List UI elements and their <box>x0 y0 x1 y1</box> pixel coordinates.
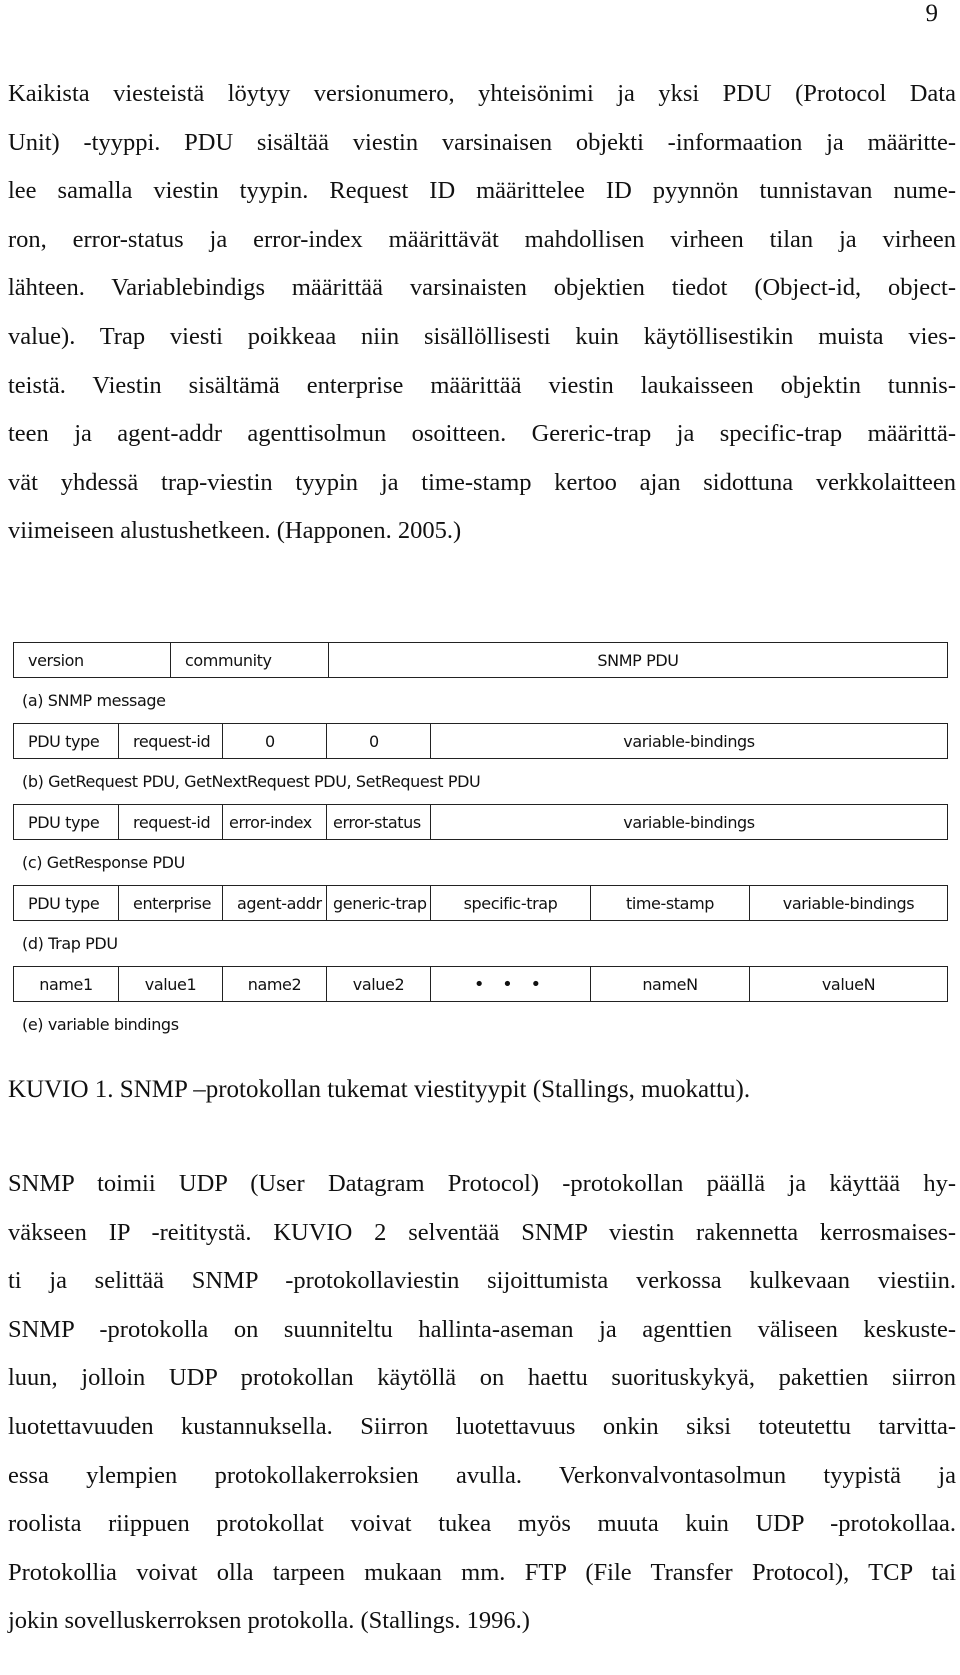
field-variable-bindings: variable-bindings <box>623 731 755 751</box>
text-line: ti ja selittää SNMP -protokollaviestin sijoittumista verkossa kulkevaan viestiin. <box>8 1267 956 1295</box>
snmp-message-row <box>13 642 948 678</box>
text-line: lee samalla viestin tyypin. Request ID määrittelee ID pyynnön tunnistavan nume- <box>8 177 956 205</box>
field-variable-bindings: variable-bindings <box>782 893 915 913</box>
field-community: community <box>171 643 329 677</box>
field-specific-trap: specific-trap <box>431 886 591 920</box>
text-line: väkseen IP -reititystä. KUVIO 2 selventää SNMP viestin rakennetta kerrosmaises- <box>8 1218 956 1246</box>
text-line: teistä. Viestin sisältämä enterprise määrittää viestin laukaisseen objektin tunnis- <box>8 371 956 399</box>
text-line: ron, error-status ja error-index määrittävät mahdollisen virheen tilan ja virheen <box>8 225 956 253</box>
paragraph-2 <box>8 1160 956 1646</box>
field-request-id: request-id <box>119 805 223 839</box>
text-line: SNMP -protokolla on suunniteltu hallinta-aseman ja agenttien väliseen keskuste- <box>8 1315 956 1343</box>
figure-label-d: (d) Trap PDU <box>22 934 118 953</box>
text-line: jokin sovelluskerroksen protokolla. (Stallings. 1996.) <box>8 1607 530 1635</box>
text-line: Unit) -tyyppi. PDU sisältää viestin varsinaisen objekti -informaation ja määritte- <box>8 128 956 156</box>
field-snmp-pdu: SNMP PDU <box>597 650 679 670</box>
figure-label-a: (a) SNMP message <box>22 691 166 710</box>
field-value1: value1 <box>119 967 223 1001</box>
field-valueN: valueN <box>821 974 876 994</box>
field-error-status-zero: 0 <box>223 724 327 758</box>
field-name2: name2 <box>223 967 327 1001</box>
field-enterprise: enterprise <box>119 886 223 920</box>
variable-bindings-row <box>13 966 948 1002</box>
field-error-status: error-status <box>327 805 431 839</box>
text-line: teen ja agent-addr agenttisolmun osoitteen. Gereric-trap ja specific-trap määrittä- <box>8 420 956 448</box>
field-name1: name1 <box>14 967 119 1001</box>
field-variable-bindings: variable-bindings <box>623 812 755 832</box>
field-nameN: nameN <box>591 967 750 1001</box>
figure-label-c: (c) GetResponse PDU <box>22 853 185 872</box>
figure-caption: KUVIO 1. SNMP –protokollan tukemat viestityypit (Stallings, muokattu). <box>8 1076 751 1103</box>
text-line: luun, jolloin UDP protokollan käytöllä on haettu suorituskykyä, pakettien siirron <box>8 1364 956 1392</box>
trap-pdu-row <box>13 885 948 921</box>
text-line: viimeiseen alustushetkeen. (Happonen. 2005.) <box>8 517 462 545</box>
paragraph-1 <box>8 70 956 556</box>
text-line: vät yhdessä trap-viestin tyypin ja time-stamp kertoo ajan sidottuna verkkolaitteen <box>8 468 956 496</box>
field-pdu-type: PDU type <box>14 724 119 758</box>
text-line: value). Trap viesti poikkeaa niin sisällöllisesti kuin käytöllisestikin muista vies- <box>8 322 956 350</box>
field-generic-trap: generic-trap <box>327 886 431 920</box>
figure-label-e: (e) variable bindings <box>22 1015 179 1034</box>
field-agent-addr: agent-addr <box>223 886 327 920</box>
ellipsis-dots: • • • <box>431 967 591 1001</box>
text-line: lähteen. Variablebindigs määrittää varsinaisten objektien tiedot (Object-id, object- <box>8 274 956 302</box>
text-line: essa ylempien protokollakerroksien avulla. Verkonvalvontasolmun tyypistä ja <box>8 1461 956 1489</box>
get-response-pdu-row <box>13 804 948 840</box>
get-request-pdu-row <box>13 723 948 759</box>
field-request-id: request-id <box>119 724 223 758</box>
field-error-index-zero: 0 <box>327 724 431 758</box>
field-error-index: error-index <box>223 805 327 839</box>
field-pdu-type: PDU type <box>14 886 119 920</box>
field-value2: value2 <box>327 967 431 1001</box>
text-line: roolista riippuen protokollat voivat tukea myös muuta kuin UDP -protokollaa. <box>8 1510 956 1538</box>
page-number: 9 <box>925 0 938 27</box>
field-pdu-type: PDU type <box>14 805 119 839</box>
figure-label-b: (b) GetRequest PDU, GetNextRequest PDU, SetRequest PDU <box>22 772 481 791</box>
field-version: version <box>14 643 171 677</box>
text-line: luotettavuuden kustannuksella. Siirron luotettavuus onkin siksi toteutettu tarvitta- <box>8 1412 956 1440</box>
text-line: SNMP toimii UDP (User Datagram Protocol) -protokollan päällä ja käyttää hy- <box>8 1170 956 1197</box>
field-time-stamp: time-stamp <box>591 886 750 920</box>
snmp-message-formats-figure <box>13 642 948 1047</box>
text-line: Kaikista viesteistä löytyy versionumero, yhteisönimi ja yksi PDU (Protocol Data <box>8 80 956 107</box>
text-line: Protokollia voivat olla tarpeen mukaan mm. FTP (File Transfer Protocol), TCP tai <box>8 1558 956 1586</box>
